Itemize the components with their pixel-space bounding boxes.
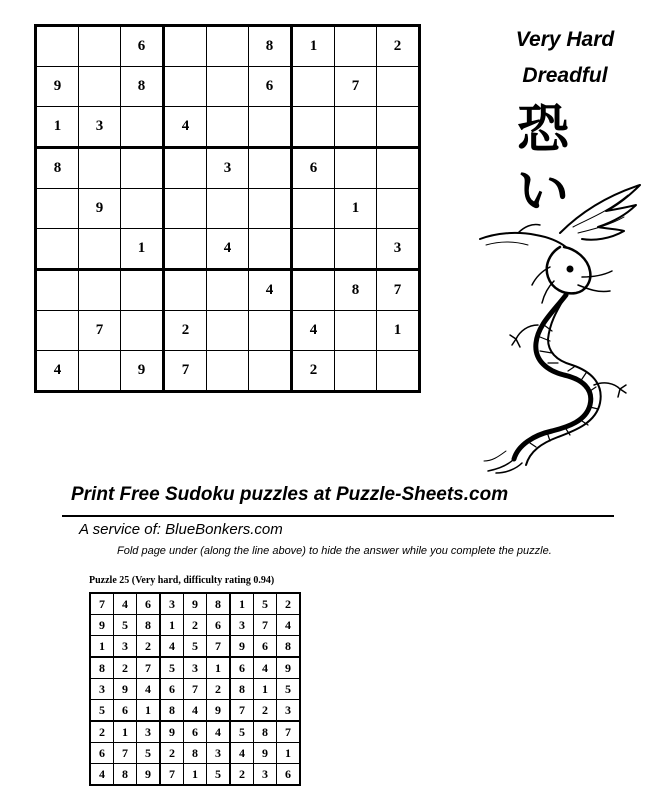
answer-cell: 3 (254, 764, 277, 786)
service-credit: A service of: BlueBonkers.com (79, 521, 283, 538)
answer-cell: 4 (90, 764, 114, 786)
difficulty-descriptor: Dreadful (522, 64, 608, 87)
answer-cell: 6 (184, 721, 207, 743)
answer-cell: 2 (114, 657, 137, 679)
answer-cell: 6 (90, 743, 114, 764)
dragon-illustration-icon (478, 175, 648, 475)
answer-cell: 7 (114, 743, 137, 764)
puzzle-cell (79, 229, 121, 270)
puzzle-cell: 2 (377, 26, 420, 67)
puzzle-cell (207, 67, 249, 107)
answer-row (90, 743, 300, 764)
kanji-character-1: 恐 (516, 100, 569, 160)
answer-cell: 7 (160, 764, 184, 786)
answer-cell: 9 (277, 657, 301, 679)
puzzle-cell: 4 (292, 311, 335, 351)
answer-grid (89, 592, 301, 786)
answer-cell: 1 (137, 700, 161, 722)
puzzle-cell: 3 (207, 148, 249, 189)
puzzle-cell (121, 270, 164, 311)
puzzle-cell (36, 189, 79, 229)
puzzle-row (36, 67, 420, 107)
answer-cell: 3 (90, 679, 114, 700)
answer-cell: 9 (254, 743, 277, 764)
puzzle-cell (164, 189, 207, 229)
puzzle-cell: 4 (207, 229, 249, 270)
puzzle-row (36, 311, 420, 351)
puzzle-cell: 9 (121, 351, 164, 392)
answer-title: Puzzle 25 (Very hard, difficulty rating 0.94) (89, 575, 275, 586)
answer-cell: 5 (160, 657, 184, 679)
puzzle-cell: 9 (36, 67, 79, 107)
puzzle-cell: 7 (79, 311, 121, 351)
answer-cell: 9 (230, 636, 254, 658)
puzzle-cell (164, 148, 207, 189)
puzzle-cell: 1 (121, 229, 164, 270)
puzzle-cell (249, 229, 292, 270)
puzzle-cell (377, 189, 420, 229)
answer-cell: 8 (254, 721, 277, 743)
answer-cell: 5 (90, 700, 114, 722)
puzzle-cell: 4 (164, 107, 207, 148)
puzzle-cell: 8 (335, 270, 377, 311)
answer-cell: 2 (254, 700, 277, 722)
puzzle-cell: 3 (79, 107, 121, 148)
puzzle-cell: 1 (36, 107, 79, 148)
answer-cell: 7 (90, 593, 114, 615)
answer-cell: 3 (277, 700, 301, 722)
puzzle-row (36, 107, 420, 148)
answer-row (90, 679, 300, 700)
puzzle-cell: 1 (377, 311, 420, 351)
answer-cell: 3 (114, 636, 137, 658)
puzzle-row (36, 351, 420, 392)
puzzle-cell (207, 26, 249, 67)
puzzle-cell (121, 148, 164, 189)
puzzle-cell: 4 (249, 270, 292, 311)
puzzle-cell (292, 67, 335, 107)
answer-cell: 6 (114, 700, 137, 722)
puzzle-cell (36, 229, 79, 270)
puzzle-cell (79, 351, 121, 392)
puzzle-cell (36, 311, 79, 351)
answer-cell: 4 (277, 615, 301, 636)
answer-cell: 8 (184, 743, 207, 764)
answer-cell: 1 (230, 593, 254, 615)
answer-cell: 7 (207, 636, 231, 658)
answer-cell: 5 (184, 636, 207, 658)
answer-cell: 6 (160, 679, 184, 700)
answer-cell: 8 (90, 657, 114, 679)
puzzle-cell (207, 351, 249, 392)
puzzle-cell (207, 189, 249, 229)
puzzle-cell: 8 (249, 26, 292, 67)
answer-cell: 9 (184, 593, 207, 615)
puzzle-cell (164, 67, 207, 107)
answer-cell: 5 (277, 679, 301, 700)
answer-cell: 3 (160, 593, 184, 615)
puzzle-cell (377, 67, 420, 107)
fold-instructions: Fold page under (along the line above) to hide the answer while you complete the puzzle. (117, 545, 552, 557)
kanji-character-2: い (516, 162, 569, 222)
puzzle-cell: 7 (335, 67, 377, 107)
puzzle-cell (249, 311, 292, 351)
puzzle-cell (207, 311, 249, 351)
answer-cell: 2 (184, 615, 207, 636)
puzzle-row (36, 26, 420, 67)
puzzle-cell: 6 (121, 26, 164, 67)
puzzle-cell: 7 (164, 351, 207, 392)
puzzle-cell (164, 26, 207, 67)
answer-cell: 2 (90, 721, 114, 743)
puzzle-cell (249, 351, 292, 392)
answer-cell: 3 (137, 721, 161, 743)
answer-cell: 1 (277, 743, 301, 764)
answer-cell: 6 (207, 615, 231, 636)
answer-cell: 9 (207, 700, 231, 722)
answer-cell: 1 (114, 721, 137, 743)
answer-row (90, 721, 300, 743)
answer-cell: 7 (254, 615, 277, 636)
answer-cell: 4 (230, 743, 254, 764)
puzzle-cell (292, 229, 335, 270)
answer-cell: 2 (160, 743, 184, 764)
puzzle-cell (164, 270, 207, 311)
puzzle-cell (292, 270, 335, 311)
puzzle-cell: 2 (292, 351, 335, 392)
answer-cell: 4 (114, 593, 137, 615)
puzzle-cell (335, 26, 377, 67)
answer-cell: 5 (254, 593, 277, 615)
puzzle-cell: 7 (377, 270, 420, 311)
puzzle-cell (207, 270, 249, 311)
puzzle-cell (164, 229, 207, 270)
puzzle-cell (249, 189, 292, 229)
answer-row (90, 593, 300, 615)
answer-cell: 2 (277, 593, 301, 615)
puzzle-cell (121, 107, 164, 148)
puzzle-cell (79, 148, 121, 189)
answer-row (90, 764, 300, 786)
answer-cell: 4 (207, 721, 231, 743)
answer-cell: 6 (277, 764, 301, 786)
answer-cell: 6 (137, 593, 161, 615)
puzzle-cell (79, 26, 121, 67)
answer-cell: 4 (184, 700, 207, 722)
puzzle-cell (79, 67, 121, 107)
fold-line (62, 515, 614, 517)
answer-row (90, 636, 300, 658)
puzzle-cell (335, 229, 377, 270)
puzzle-cell (377, 148, 420, 189)
puzzle-cell (121, 189, 164, 229)
puzzle-cell (335, 351, 377, 392)
puzzle-cell (121, 311, 164, 351)
puzzle-cell: 8 (36, 148, 79, 189)
answer-cell: 9 (90, 615, 114, 636)
puzzle-cell: 9 (79, 189, 121, 229)
puzzle-cell: 4 (36, 351, 79, 392)
puzzle-cell (335, 311, 377, 351)
puzzle-cell: 3 (377, 229, 420, 270)
puzzle-row (36, 270, 420, 311)
answer-cell: 5 (230, 721, 254, 743)
answer-cell: 7 (184, 679, 207, 700)
answer-cell: 1 (160, 615, 184, 636)
puzzle-cell: 1 (335, 189, 377, 229)
answer-cell: 2 (137, 636, 161, 658)
puzzle-cell (249, 107, 292, 148)
answer-cell: 8 (114, 764, 137, 786)
answer-cell: 8 (277, 636, 301, 658)
answer-cell: 4 (137, 679, 161, 700)
answer-row (90, 615, 300, 636)
answer-cell: 7 (230, 700, 254, 722)
answer-cell: 8 (160, 700, 184, 722)
puzzle-cell (335, 148, 377, 189)
puzzle-cell (292, 189, 335, 229)
answer-cell: 8 (137, 615, 161, 636)
answer-cell: 1 (254, 679, 277, 700)
puzzle-cell: 2 (164, 311, 207, 351)
puzzle-cell (377, 351, 420, 392)
puzzle-cell (335, 107, 377, 148)
answer-cell: 2 (230, 764, 254, 786)
answer-cell: 6 (230, 657, 254, 679)
puzzle-cell (36, 26, 79, 67)
answer-cell: 5 (137, 743, 161, 764)
answer-cell: 5 (207, 764, 231, 786)
answer-cell: 3 (230, 615, 254, 636)
puzzle-cell (292, 107, 335, 148)
puzzle-row (36, 229, 420, 270)
answer-row (90, 700, 300, 722)
answer-cell: 5 (114, 615, 137, 636)
puzzle-cell: 8 (121, 67, 164, 107)
answer-cell: 9 (137, 764, 161, 786)
puzzle-cell (36, 270, 79, 311)
puzzle-cell (207, 107, 249, 148)
puzzle-cell (249, 148, 292, 189)
puzzle-cell: 6 (292, 148, 335, 189)
answer-cell: 3 (184, 657, 207, 679)
puzzle-row (36, 189, 420, 229)
answer-row (90, 657, 300, 679)
answer-cell: 7 (137, 657, 161, 679)
puzzle-cell (377, 107, 420, 148)
puzzle-cell: 6 (249, 67, 292, 107)
puzzle-cell (79, 270, 121, 311)
answer-cell: 9 (160, 721, 184, 743)
answer-cell: 9 (114, 679, 137, 700)
answer-cell: 1 (184, 764, 207, 786)
answer-cell: 4 (254, 657, 277, 679)
answer-cell: 3 (207, 743, 231, 764)
answer-cell: 1 (207, 657, 231, 679)
answer-cell: 1 (90, 636, 114, 658)
puzzle-row (36, 148, 420, 189)
answer-cell: 2 (207, 679, 231, 700)
answer-cell: 7 (277, 721, 301, 743)
answer-cell: 4 (160, 636, 184, 658)
puzzle-grid (34, 24, 421, 393)
site-promo-line: Print Free Sudoku puzzles at Puzzle-Sheets.com (71, 484, 509, 505)
answer-cell: 8 (230, 679, 254, 700)
answer-cell: 6 (254, 636, 277, 658)
puzzle-cell: 1 (292, 26, 335, 67)
difficulty-level: Very Hard (515, 28, 615, 51)
answer-cell: 8 (207, 593, 231, 615)
